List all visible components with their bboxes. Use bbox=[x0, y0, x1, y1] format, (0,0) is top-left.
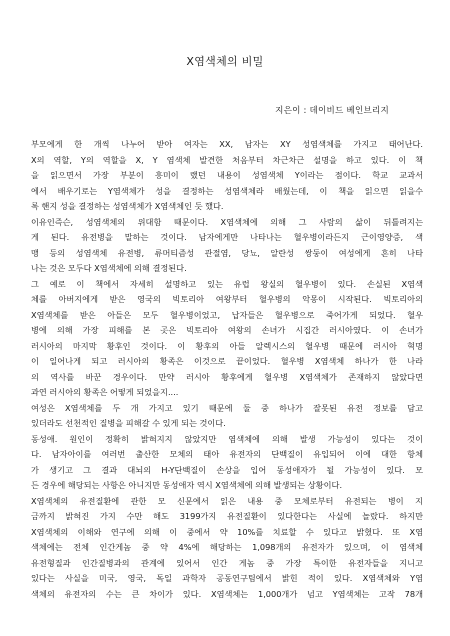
paragraph-line: X염색체를 받은 아들은 모두 혈우병이었고, 납자들은 혈우병으로 죽어가게 되었다. 혈우 bbox=[31, 309, 423, 320]
paragraph-line: 다. 남자아이를 여러번 출산한 모체의 태아 유전자의 단백질이 유입되어 이에 대한 항체 bbox=[31, 449, 423, 459]
paragraph bbox=[31, 401, 423, 432]
paragraph-line: 에서 배우기로는 Y염색체가 성을 결정하는 성염색체라 배웠는데, 이 책을 읽으면 읽을수 bbox=[31, 185, 423, 196]
paragraph-line: 맹 등의 성염색체 유전병, 류머티즘성 관절염, 당뇨, 알란성 쌍둥이 여성에게 흔히 나타 bbox=[31, 247, 423, 258]
paragraph bbox=[31, 137, 423, 215]
paragraph-line: 그 예로 이 책에서 자세히 설명하고 있는 유럽 왕실의 혈우병이 있다. 손실된 X염색 bbox=[31, 278, 423, 289]
paragraph-line: 과연 러시아의 황족은 어떻게 되었을지.... bbox=[31, 387, 179, 397]
paragraph bbox=[31, 432, 423, 494]
paragraph-line: 의 역사를 바꾼 경우이다. 만약 러시아 황후에게 혈우병 X염색체가 존재하지 않았다면 bbox=[31, 371, 423, 382]
paragraph-line: 부모에게 한 개씩 나누어 받아 여자는 XX, 남자는 XY 성염색체를 가지고 태어난다. bbox=[31, 139, 423, 149]
paragraph bbox=[31, 215, 423, 277]
paragraph-line: 든 경우에 해당되는 사항은 아니지만 동성애자 역시 X염색체에 의해 발생되는 상황이다. bbox=[31, 480, 343, 490]
paragraph-line: 나는 것은 모두다 X염색체에 의해 결정된다. bbox=[31, 263, 187, 273]
paragraph-line: 유전형질과 인간질병과의 관계에 있어서 인간 게놈 중 가장 특이한 유전자들을 지니고 bbox=[31, 557, 423, 568]
paragraph-line: 금까지 밝혀진 가지 수만 해도 3199가지 유전질환이 있다한다는 사실에 놀랐다. 하지만 bbox=[31, 511, 423, 521]
paragraph bbox=[31, 494, 423, 603]
paragraph-line: 을 읽으면서 가장 부분이 흥미이 랬던 내용이 성염색체 Y이라는 점이다. 학교 교과서 bbox=[31, 170, 423, 180]
paragraph-line: 동성애. 원인이 정확히 밝혀지지 않았지만 염색체에 의해 발생 가능성이 있다는 것이 bbox=[31, 433, 423, 444]
document-title: X염색체의 비밀 bbox=[186, 55, 264, 68]
document-body bbox=[31, 137, 423, 602]
paragraph-line: 체를 아버지에게 받은 영국의 빅토리아 여왕부터 혈우병의 악몽이 시작된다. 빅토리아의 bbox=[31, 294, 423, 304]
paragraph-line: 가 생기고 그 결과 대뇌의 H-Y단백질이 손상을 입어 동성애자가 될 가능성이 있다. 모 bbox=[31, 464, 423, 475]
paragraph-line: 이 일어나게 되고 러시아의 황족은 이것으로 끝이었다. 혈우병 X염색체 하나가 한 나라 bbox=[31, 356, 423, 366]
paragraph-line: 러시아의 마지막 황후인 것이다. 이 황후의 아들 알렉시스의 혈우병 때문에 러시아 혁명 bbox=[31, 340, 423, 351]
paragraph-line: 색체의 유전자의 수는 큰 차이가 있다. X염색체는 1,000개가 넘고 Y염색체는 고작 78개 bbox=[31, 588, 423, 599]
paragraph-line: X염색체의 이해와 연구에 의해 이 중에서 약 10%를 치료할 수 있다고 밝혔다. 또 X염 bbox=[31, 526, 423, 537]
paragraph-line: X염색체의 유전질환에 관한 모 신문에서 읽은 내용 중 모체로부터 유전되는 병이 지 bbox=[31, 495, 423, 506]
paragraph-line: 게 된다. 유전병을 말하는 것이다. 남자에게만 나타나는 혈우병이라든지 근이영양증, 색 bbox=[31, 232, 423, 242]
paragraph-line: 여성은 X염색체를 두 개 가지고 있기 때문에 둘 중 하나가 잘못된 유전 정보를 담고 bbox=[31, 402, 423, 413]
paragraph-line: 이유인즉슨, 성염색체의 위대함 때문이다. X염색체에 의해 그 사람의 삶이 뒤틀려지는 bbox=[31, 216, 423, 227]
author-byline: 지은이 : 데이비드 베인브리지 bbox=[275, 106, 389, 116]
paragraph-line: 록 핸지 성을 결정하는 성염색체가 X염색체인 듯 했다. bbox=[31, 201, 224, 211]
paragraph bbox=[31, 277, 423, 401]
paragraph-line: 있더라도 선천적인 질병을 피해갈 수 있게 되는 것이다. bbox=[31, 418, 226, 428]
paragraph-line: 병에 의해 가장 피해를 본 곳은 빅토리아 여왕의 손녀가 시집간 러시아였다. 이 손녀가 bbox=[31, 325, 423, 335]
paragraph-line: X의 역할, Y의 역할을 X, Y 염색체 발견한 처음부터 차근차근 설명을 하고 있다. 이 책 bbox=[31, 154, 423, 165]
paragraph-line: 있다는 사실을 미국, 영국, 독일 과학자 공동연구팀에서 밝힌 적이 있다. X염색체와 Y염 bbox=[31, 573, 423, 583]
paragraph-line: 색체에는 전체 인간게놈 중 약 4%에 해당하는 1,098개의 유전자가 있으며, 이 염색체 bbox=[31, 542, 423, 552]
